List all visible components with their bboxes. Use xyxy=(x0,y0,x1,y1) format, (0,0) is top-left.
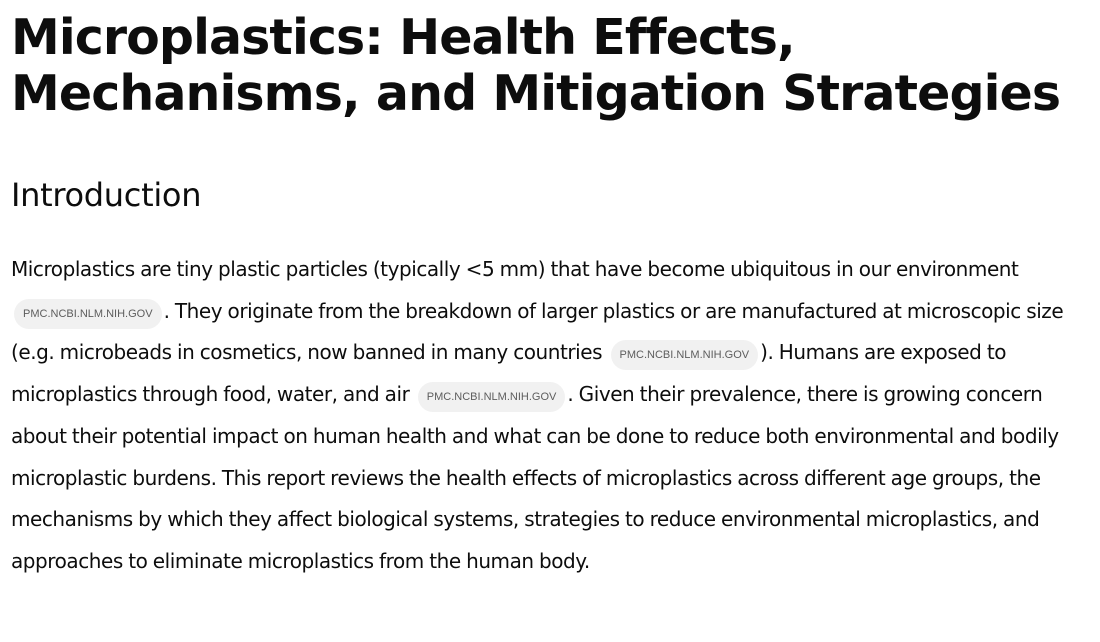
section-heading-introduction: Introduction xyxy=(11,176,202,214)
citation-badge-2[interactable]: PMC.NCBI.NLM.NIH.GOV xyxy=(611,340,759,370)
introduction-paragraph xyxy=(11,249,1093,583)
document-title: Microplastics: Health Effects, Mechanisms, and Mitigation Strategies xyxy=(11,9,1061,122)
document-page xyxy=(11,0,1093,583)
paragraph-text-4: . Given their prevalence, there is growing concern about their potential impact on human health and what can be done to reduce both environmental and bodily microplastic burdens. This report reviews the health effects of microplastics across different age groups, the mechanisms by which they affect biological systems, strategies to reduce environmental microplastics, and approaches to eliminate microplastics from the human body. xyxy=(11,382,1059,573)
citation-badge-3[interactable]: PMC.NCBI.NLM.NIH.GOV xyxy=(418,382,566,412)
paragraph-text-2: . They originate from the breakdown of larger plastics or are manufactured at microscopic size (e.g. microbeads in cosmetics, now banned in many countries xyxy=(11,298,1064,365)
paragraph-text-1: Microplastics are tiny plastic particles (typically <5 mm) that have become ubiquitous in our environment xyxy=(11,257,1019,281)
citation-badge-1[interactable]: PMC.NCBI.NLM.NIH.GOV xyxy=(14,299,162,329)
paragraph-text-3: ). Humans are exposed to microplastics through food, water, and air xyxy=(11,340,1006,407)
